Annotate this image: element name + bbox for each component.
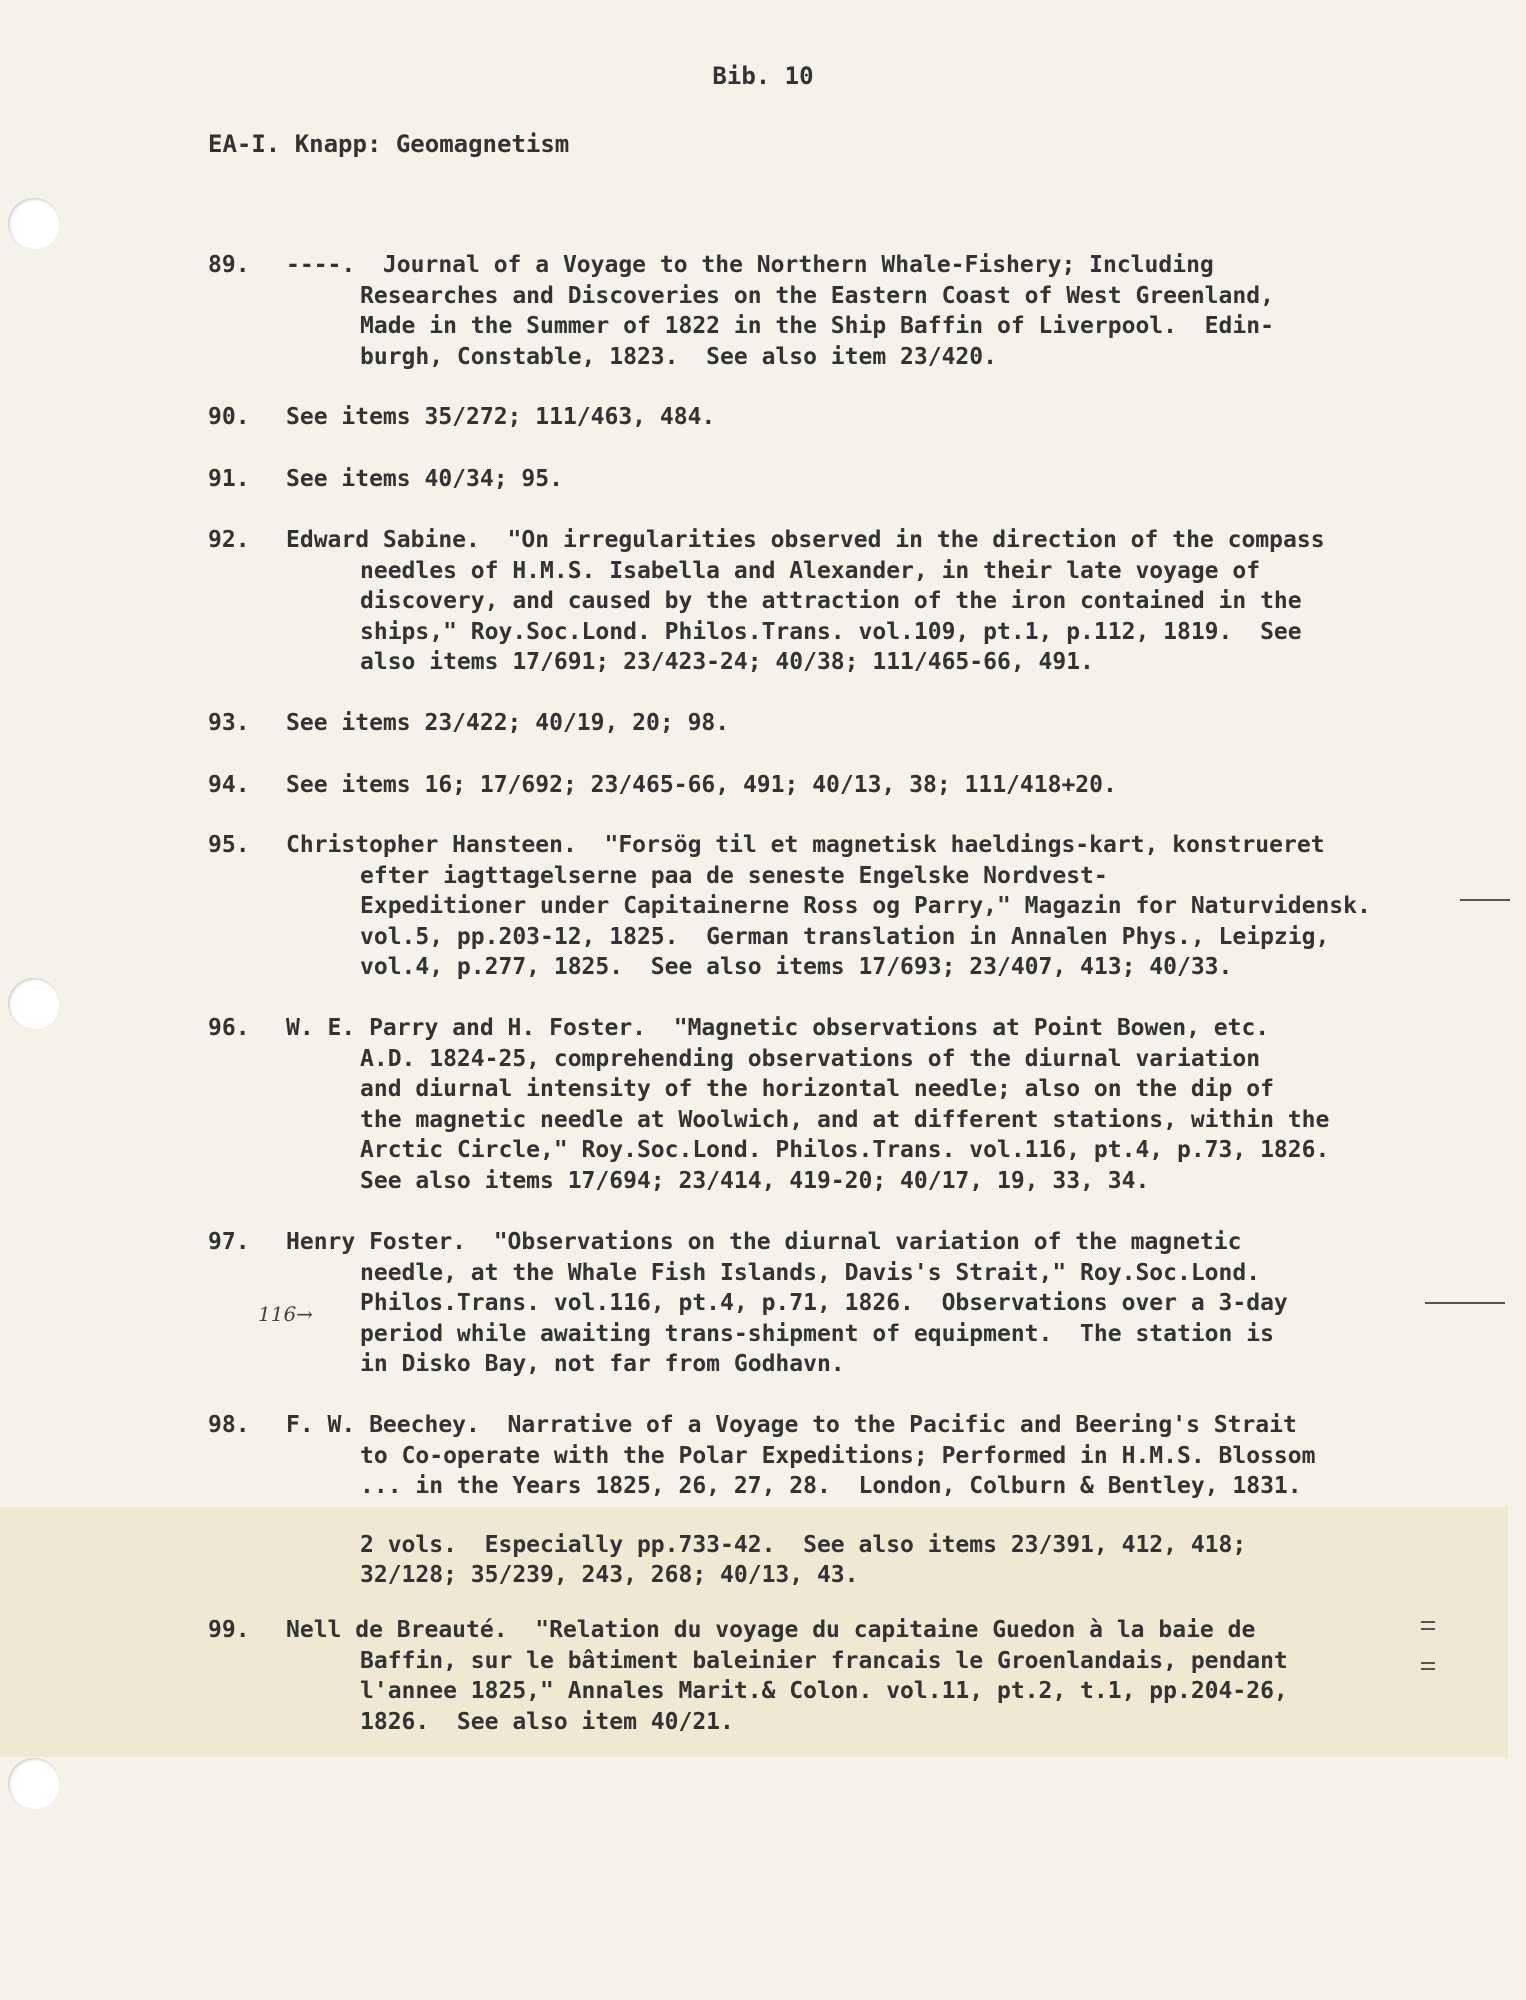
entry-line: 2 vols. Especially pp.733-42. See also items 23/391, 412, 418; — [360, 1531, 1247, 1558]
entry-line: vol.5, pp.203-12, 1825. German translation in Annalen Phys., Leipzig, — [360, 923, 1330, 950]
entry-line: Edward Sabine. "On irregularities observed in the direction of the compass — [286, 527, 1325, 553]
entry-line: Made in the Summer of 1822 in the Ship Baffin of Liverpool. Edin- — [360, 313, 1274, 339]
entry-number: 99. — [208, 1617, 250, 1643]
entry-line: and diurnal intensity of the horizontal needle; also on the dip of — [360, 1076, 1274, 1102]
page-header: Bib. 10 — [712, 62, 814, 90]
bib-entry-89 — [208, 250, 1448, 372]
bib-entry-91 — [208, 464, 1448, 495]
entry-line: W. E. Parry and H. Foster. "Magnetic observations at Point Bowen, etc. — [286, 1015, 1270, 1041]
entry-number: 98. — [208, 1412, 250, 1438]
entry-number: 92. — [208, 527, 250, 553]
bib-entry-94 — [208, 770, 1448, 801]
punch-hole — [8, 1758, 60, 1810]
punch-hole — [8, 198, 60, 250]
entry-line: 32/128; 35/239, 243, 268; 40/13, 43. — [360, 1562, 859, 1588]
bib-entry-96 — [208, 1013, 1448, 1196]
bib-entry-98 — [208, 1410, 1448, 1591]
entry-line: in Disko Bay, not far from Godhavn. — [360, 1351, 845, 1377]
entry-line: l'annee 1825," Annales Marit.& Colon. vol.11, pt.2, t.1, pp.204-26, — [360, 1678, 1288, 1704]
margin-mark — [1460, 899, 1510, 901]
entry-line: efter iagttagelserne paa de seneste Engelske Nordvest- — [360, 862, 1108, 889]
entry-line: See items 35/272; 111/463, 484. — [286, 404, 716, 430]
entry-number: 95. — [208, 832, 250, 858]
bib-entry-97 — [208, 1227, 1448, 1380]
margin-mark — [1425, 1302, 1505, 1304]
entry-line: See items 23/422; 40/19, 20; 98. — [286, 710, 730, 736]
entry-line: Expeditioner under Capitainerne Ross og Parry," Magazin for Naturvidensk. — [360, 893, 1371, 919]
entry-number: 96. — [208, 1015, 250, 1041]
entry-line: 1826. See also item 40/21. — [360, 1708, 734, 1735]
entry-number: 91. — [208, 466, 250, 492]
entry-line: Henry Foster. "Observations on the diurnal variation of the magnetic — [286, 1229, 1242, 1255]
entry-line: ----. Journal of a Voyage to the Northern Whale-Fishery; Including — [286, 252, 1214, 278]
entry-line: A.D. 1824-25, comprehending observations of the diurnal variation — [360, 1045, 1261, 1072]
entry-line: burgh, Constable, 1823. See also item 23/420. — [360, 343, 997, 370]
entry-line: ships," Roy.Soc.Lond. Philos.Trans. vol.109, pt.1, p.112, 1819. See — [360, 618, 1302, 645]
entry-line: Researches and Discoveries on the Eastern Coast of West Greenland, — [360, 282, 1274, 309]
entry-line: the magnetic needle at Woolwich, and at different stations, within the — [360, 1106, 1330, 1133]
handwritten-annotation: 116→ — [258, 1302, 313, 1326]
entry-line: discovery, and caused by the attraction of the iron contained in the — [360, 588, 1302, 614]
entry-line: See also items 17/694; 23/414, 419-20; 40/17, 19, 33, 34. — [360, 1167, 1150, 1194]
entry-number: 89. — [208, 252, 250, 278]
entry-line: period while awaiting trans-shipment of equipment. The station is — [360, 1320, 1274, 1347]
entry-number: 94. — [208, 772, 250, 798]
entry-number: 90. — [208, 404, 250, 430]
section-heading: EA-I. Knapp: Geomagnetism — [208, 130, 570, 158]
bib-entry-92 — [208, 525, 1448, 678]
margin-mark — [1421, 1628, 1435, 1630]
entry-line: See items 16; 17/692; 23/465-66, 491; 40/13, 38; 111/418+20. — [286, 772, 1117, 798]
entry-number: 97. — [208, 1229, 250, 1255]
entry-line: ... in the Years 1825, 26, 27, 28. London, Colburn & Bentley, 1831. — [360, 1473, 1302, 1499]
entry-line: vol.4, p.277, 1825. See also items 17/693; 23/407, 413; 40/33. — [360, 954, 1233, 980]
punch-hole — [8, 978, 60, 1030]
margin-mark — [1421, 1621, 1435, 1623]
entry-line: See items 40/34; 95. — [286, 466, 563, 492]
margin-mark — [1421, 1662, 1435, 1664]
entry-line: to Co-operate with the Polar Expeditions; Performed in H.M.S. Blossom — [360, 1442, 1316, 1469]
margin-mark — [1421, 1668, 1435, 1670]
entry-line: Arctic Circle," Roy.Soc.Lond. Philos.Trans. vol.116, pt.4, p.73, 1826. — [360, 1137, 1330, 1163]
entry-number: 93. — [208, 710, 250, 736]
entry-line: Nell de Breauté. "Relation du voyage du capitaine Guedon à la baie de — [286, 1617, 1256, 1643]
entry-line: needles of H.M.S. Isabella and Alexander, in their late voyage of — [360, 557, 1261, 584]
entry-line: F. W. Beechey. Narrative of a Voyage to the Pacific and Beering's Strait — [286, 1412, 1297, 1438]
bib-entry-90 — [208, 402, 1448, 433]
entry-line: Christopher Hansteen. "Forsög til et magnetisk haeldings-kart, konstrueret — [286, 832, 1325, 858]
bib-entry-93 — [208, 708, 1448, 739]
bib-entry-95 — [208, 830, 1448, 983]
entry-line: Philos.Trans. vol.116, pt.4, p.71, 1826. Observations over a 3-day — [360, 1290, 1288, 1316]
entry-line: also items 17/691; 23/423-24; 40/38; 111/465-66, 491. — [360, 649, 1094, 675]
entry-line: needle, at the Whale Fish Islands, Davis's Strait," Roy.Soc.Lond. — [360, 1259, 1261, 1286]
bib-entry-99 — [208, 1615, 1448, 1737]
entry-line: Baffin, sur le bâtiment baleinier francais le Groenlandais, pendant — [360, 1647, 1288, 1674]
